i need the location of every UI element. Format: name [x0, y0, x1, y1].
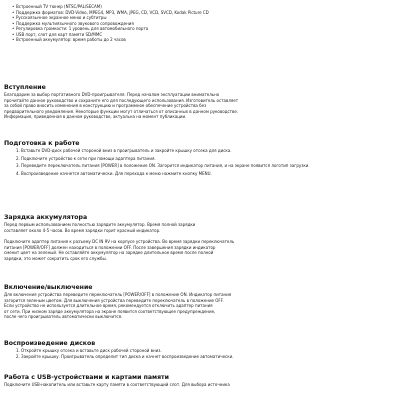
- item-text: Откройте крышку отсека и вставьте диск рабочей стороной вниз.: [21, 348, 162, 353]
- feature-list: [4, 4, 396, 43]
- feature-item: • Поддержка мультиязычного звукового сопровождения: [4, 21, 396, 27]
- feature-item: • Русскоязычное экранное меню и субтитры: [4, 15, 396, 21]
- item-number: 1.: [16, 348, 20, 353]
- item-text: Подключите устройство к сети при помощи адаптера питания.: [21, 155, 156, 161]
- paragraph-line: от сети. При низком заряде аккумулятора на экране появится соответствующее предупреждение,: [4, 308, 216, 314]
- section-play: [4, 340, 396, 359]
- feature-item: • Поддержка форматов: DVD-Video, MPEG4, MP3, WMA, JPEG, CD, VCD, SVCD, Kodak Picture CD: [4, 10, 396, 16]
- item-number: 2.: [16, 155, 20, 161]
- paragraph-line: составляет около 4-5 часов. Во время зарядки горит красный индикатор.: [4, 227, 161, 233]
- item-text: Закройте крышку. Проигрыватель определит тип диска и начнет воспроизведение автоматически.: [21, 353, 234, 359]
- item-text: Воспроизведение начнется автоматически. Для перехода к меню нажмите кнопку MENU.: [21, 170, 212, 176]
- paragraph-line: за собой право вносить изменения в конструкцию и программное обеспечение устройства без: [4, 103, 207, 108]
- section-heading: Воспроизведение дисков: [4, 340, 96, 347]
- item-text: Переведите переключатель питания [POWER] в положение ON. Загорится индикатор питания, и на экране появится логотип загрузки.: [21, 163, 310, 168]
- paragraph-line: Если устройство не используется длительное время, рекомендуется отключить адаптер питания: [4, 303, 213, 308]
- item-number: 4.: [16, 170, 20, 176]
- paragraph-line: сменит цвет на зеленый. Не оставляйте аккумулятор на зарядке длительное время после полной: [4, 250, 214, 255]
- numbered-item: [4, 354, 396, 360]
- paragraph-line: Благодарим за выбор портативного DVD-проигрывателя. Перед началом эксплуатации внимательно: [4, 92, 220, 97]
- section-prep: [4, 140, 396, 176]
- item-number: 2.: [16, 353, 20, 359]
- item-number: 3.: [16, 163, 20, 168]
- feature-item: • Встроенный аккумулятор: время работы до 2 часов: [4, 37, 396, 43]
- section-heading: Работа с USB-устройствами и картами памяти: [4, 374, 169, 381]
- paragraph-line: Для включения устройства переведите переключатель [POWER/OFF] в положение ON. Индикатор питания: [4, 292, 232, 297]
- section-power: [4, 284, 396, 320]
- item-text: Вставьте DVD-диск рабочей стороной вниз в проигрыватель и закройте крышку отсека для диска.: [21, 148, 232, 153]
- numbered-item: [4, 163, 396, 169]
- paragraph-line: Информация, приведенная в данном руководстве, актуальна на момент публикации.: [4, 114, 187, 119]
- paragraph-line: питания [POWER/OFF] должен находиться в положении OFF. После завершения зарядки индикатор: [4, 244, 216, 250]
- numbered-item: [4, 171, 396, 177]
- paragraph-line: прочитайте данное руководство и сохраните его для последующего использования. Изготовитель оставляет: [4, 97, 239, 103]
- paragraph-line: загорится зеленым цветом. Для выключения устройства переведите переключатель в положение OFF.: [4, 297, 224, 303]
- paragraph-line: после чего проигрыватель автоматически выключится.: [4, 314, 123, 319]
- section-heading: Вступление: [4, 84, 46, 91]
- numbered-item: [4, 156, 396, 162]
- feature-item: • Встроенный TV тюнер (NTSC/PAL/SECAM): [4, 4, 396, 10]
- item-number: 1.: [16, 148, 20, 153]
- section-heading: Подготовка к работе: [4, 140, 80, 147]
- feature-item: • USB порт, слот для карт памяти SD/MMC: [4, 32, 396, 38]
- section-usb: [4, 374, 396, 388]
- numbered-item: [4, 148, 396, 154]
- paragraph-line: Подключите USB-накопитель или вставьте карту памяти в соответствующий слот. Для выбора источника: [4, 382, 230, 387]
- paragraph-line: зарядки, это может сократить срок его службы.: [4, 255, 107, 261]
- paragraph-line: Подключите адаптер питания к разъему DC IN 9V на корпусе устройства. Во время зарядки переключатель: [4, 239, 235, 244]
- feature-item: • Регулировка громкости: 1 уровень для автомобильного порта: [4, 26, 396, 32]
- section-heading: Включение/выключение: [4, 284, 93, 291]
- paragraph-line: Перед первым использованием полностью зарядите аккумулятор. Время полной зарядки: [4, 222, 196, 227]
- section-battery: [4, 214, 396, 261]
- paragraph-line: предварительного уведомления. Некоторые функции могут отличаться от описанных в данном руководстве.: [4, 108, 239, 114]
- section-heading: Зарядка аккумулятора: [4, 214, 88, 221]
- section-intro: [4, 84, 396, 120]
